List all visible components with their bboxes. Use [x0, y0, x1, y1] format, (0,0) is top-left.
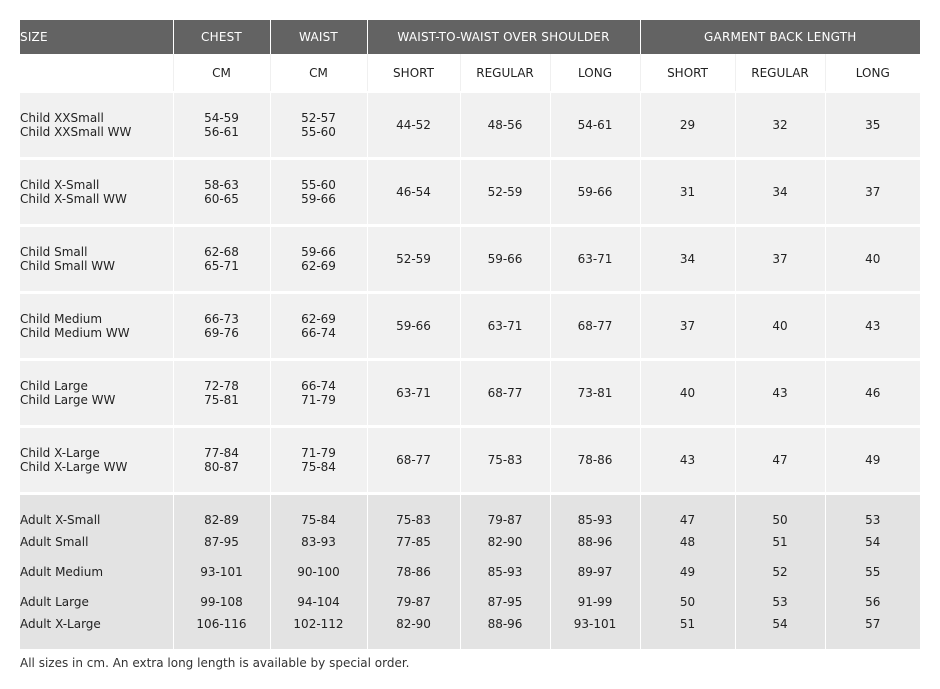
header-garment-back-length: GARMENT BACK LENGTH [640, 20, 920, 54]
chest-cell: 75-81 [173, 393, 270, 427]
table-row [20, 226, 920, 260]
gbl-short-cell: 49 [640, 557, 735, 587]
size-cell: Adult Large [20, 587, 173, 617]
w2w-short-cell: 78-86 [367, 557, 460, 587]
chest-cell: 106-116 [173, 617, 270, 649]
chest-cell: 60-65 [173, 192, 270, 226]
gbl-long-cell: 43 [825, 293, 920, 360]
waist-cell: 66-74 [270, 360, 367, 394]
size-cell: Child Medium WW [20, 326, 173, 360]
waist-cell: 71-79 [270, 427, 367, 461]
gbl-short-cell: 47 [640, 494, 735, 528]
w2w-long-cell: 89-97 [550, 557, 640, 587]
w2w-regular-cell: 87-95 [460, 587, 550, 617]
size-cell: Child X-Small [20, 159, 173, 193]
header-chest: CHEST [173, 20, 270, 54]
subheader-gbl-long: LONG [825, 54, 920, 92]
subheader-waist-unit: CM [270, 54, 367, 92]
gbl-short-cell: 34 [640, 226, 735, 293]
w2w-regular-cell: 75-83 [460, 427, 550, 494]
gbl-regular-cell: 50 [735, 494, 825, 528]
chest-cell: 72-78 [173, 360, 270, 394]
size-cell: Child X-Large [20, 427, 173, 461]
gbl-regular-cell: 37 [735, 226, 825, 293]
w2w-regular-cell: 48-56 [460, 92, 550, 159]
size-cell: Child Large [20, 360, 173, 394]
gbl-regular-cell: 51 [735, 527, 825, 557]
table-row [20, 557, 920, 587]
gbl-regular-cell: 43 [735, 360, 825, 427]
waist-cell: 62-69 [270, 293, 367, 327]
table-row [20, 92, 920, 125]
gbl-regular-cell: 32 [735, 92, 825, 159]
w2w-regular-cell: 82-90 [460, 527, 550, 557]
footnote: All sizes in cm. An extra long length is available by special order. [20, 656, 410, 670]
table-row [20, 617, 920, 649]
size-cell: Adult X-Small [20, 494, 173, 528]
chest-cell: 69-76 [173, 326, 270, 360]
w2w-regular-cell: 88-96 [460, 617, 550, 649]
gbl-long-cell: 54 [825, 527, 920, 557]
subheader-w2w-regular: REGULAR [460, 54, 550, 92]
w2w-long-cell: 73-81 [550, 360, 640, 427]
chest-cell: 62-68 [173, 226, 270, 260]
waist-cell: 102-112 [270, 617, 367, 649]
w2w-short-cell: 52-59 [367, 226, 460, 293]
gbl-long-cell: 35 [825, 92, 920, 159]
w2w-long-cell: 85-93 [550, 494, 640, 528]
size-cell: Child Small [20, 226, 173, 260]
chest-cell: 65-71 [173, 259, 270, 293]
w2w-short-cell: 75-83 [367, 494, 460, 528]
gbl-long-cell: 37 [825, 159, 920, 226]
waist-cell: 55-60 [270, 159, 367, 193]
table-subheader-row [20, 54, 920, 92]
table-header-row [20, 20, 920, 54]
w2w-short-cell: 77-85 [367, 527, 460, 557]
gbl-regular-cell: 52 [735, 557, 825, 587]
gbl-short-cell: 48 [640, 527, 735, 557]
w2w-regular-cell: 63-71 [460, 293, 550, 360]
gbl-short-cell: 40 [640, 360, 735, 427]
gbl-short-cell: 50 [640, 587, 735, 617]
table-row [20, 159, 920, 193]
size-cell: Child XXSmall WW [20, 125, 173, 159]
gbl-long-cell: 57 [825, 617, 920, 649]
gbl-short-cell: 43 [640, 427, 735, 494]
header-waist-to-waist: WAIST-TO-WAIST OVER SHOULDER [367, 20, 640, 54]
table-row [20, 527, 920, 557]
gbl-long-cell: 46 [825, 360, 920, 427]
w2w-short-cell: 46-54 [367, 159, 460, 226]
size-cell: Child Small WW [20, 259, 173, 293]
w2w-long-cell: 59-66 [550, 159, 640, 226]
gbl-regular-cell: 34 [735, 159, 825, 226]
w2w-regular-cell: 52-59 [460, 159, 550, 226]
table-row [20, 427, 920, 461]
gbl-long-cell: 53 [825, 494, 920, 528]
w2w-regular-cell: 68-77 [460, 360, 550, 427]
waist-cell: 59-66 [270, 192, 367, 226]
subheader-gbl-regular: REGULAR [735, 54, 825, 92]
waist-cell: 55-60 [270, 125, 367, 159]
subheader-chest-unit: CM [173, 54, 270, 92]
w2w-long-cell: 93-101 [550, 617, 640, 649]
table-row [20, 587, 920, 617]
subheader-empty [20, 54, 173, 92]
chest-cell: 77-84 [173, 427, 270, 461]
w2w-short-cell: 59-66 [367, 293, 460, 360]
chest-cell: 66-73 [173, 293, 270, 327]
w2w-long-cell: 78-86 [550, 427, 640, 494]
w2w-regular-cell: 59-66 [460, 226, 550, 293]
w2w-regular-cell: 85-93 [460, 557, 550, 587]
gbl-short-cell: 37 [640, 293, 735, 360]
size-cell: Adult X-Large [20, 617, 173, 649]
size-cell: Child Medium [20, 293, 173, 327]
table-row [20, 360, 920, 394]
w2w-short-cell: 79-87 [367, 587, 460, 617]
chest-cell: 99-108 [173, 587, 270, 617]
gbl-long-cell: 55 [825, 557, 920, 587]
chest-cell: 87-95 [173, 527, 270, 557]
size-cell: Adult Medium [20, 557, 173, 587]
size-cell: Child X-Large WW [20, 460, 173, 494]
waist-cell: 94-104 [270, 587, 367, 617]
chest-cell: 80-87 [173, 460, 270, 494]
gbl-regular-cell: 40 [735, 293, 825, 360]
w2w-long-cell: 54-61 [550, 92, 640, 159]
gbl-short-cell: 31 [640, 159, 735, 226]
w2w-long-cell: 68-77 [550, 293, 640, 360]
waist-cell: 71-79 [270, 393, 367, 427]
w2w-regular-cell: 79-87 [460, 494, 550, 528]
waist-cell: 90-100 [270, 557, 367, 587]
w2w-short-cell: 63-71 [367, 360, 460, 427]
chest-cell: 58-63 [173, 159, 270, 193]
waist-cell: 52-57 [270, 92, 367, 125]
gbl-long-cell: 49 [825, 427, 920, 494]
waist-cell: 75-84 [270, 494, 367, 528]
size-cell: Adult Small [20, 527, 173, 557]
chest-cell: 56-61 [173, 125, 270, 159]
subheader-gbl-short: SHORT [640, 54, 735, 92]
header-waist: WAIST [270, 20, 367, 54]
size-cell: Child Large WW [20, 393, 173, 427]
gbl-regular-cell: 54 [735, 617, 825, 649]
waist-cell: 75-84 [270, 460, 367, 494]
table-row [20, 293, 920, 327]
w2w-short-cell: 44-52 [367, 92, 460, 159]
gbl-long-cell: 40 [825, 226, 920, 293]
table-body [20, 54, 920, 649]
waist-cell: 83-93 [270, 527, 367, 557]
table-row [20, 494, 920, 528]
w2w-long-cell: 88-96 [550, 527, 640, 557]
chest-cell: 54-59 [173, 92, 270, 125]
subheader-w2w-long: LONG [550, 54, 640, 92]
w2w-short-cell: 82-90 [367, 617, 460, 649]
header-size: SIZE [20, 20, 173, 54]
gbl-regular-cell: 47 [735, 427, 825, 494]
w2w-long-cell: 63-71 [550, 226, 640, 293]
gbl-long-cell: 56 [825, 587, 920, 617]
w2w-short-cell: 68-77 [367, 427, 460, 494]
w2w-long-cell: 91-99 [550, 587, 640, 617]
size-chart-table [20, 20, 920, 649]
gbl-short-cell: 29 [640, 92, 735, 159]
size-cell: Child X-Small WW [20, 192, 173, 226]
gbl-regular-cell: 53 [735, 587, 825, 617]
gbl-short-cell: 51 [640, 617, 735, 649]
subheader-w2w-short: SHORT [367, 54, 460, 92]
waist-cell: 59-66 [270, 226, 367, 260]
size-cell: Child XXSmall [20, 92, 173, 125]
waist-cell: 66-74 [270, 326, 367, 360]
chest-cell: 93-101 [173, 557, 270, 587]
chest-cell: 82-89 [173, 494, 270, 528]
waist-cell: 62-69 [270, 259, 367, 293]
